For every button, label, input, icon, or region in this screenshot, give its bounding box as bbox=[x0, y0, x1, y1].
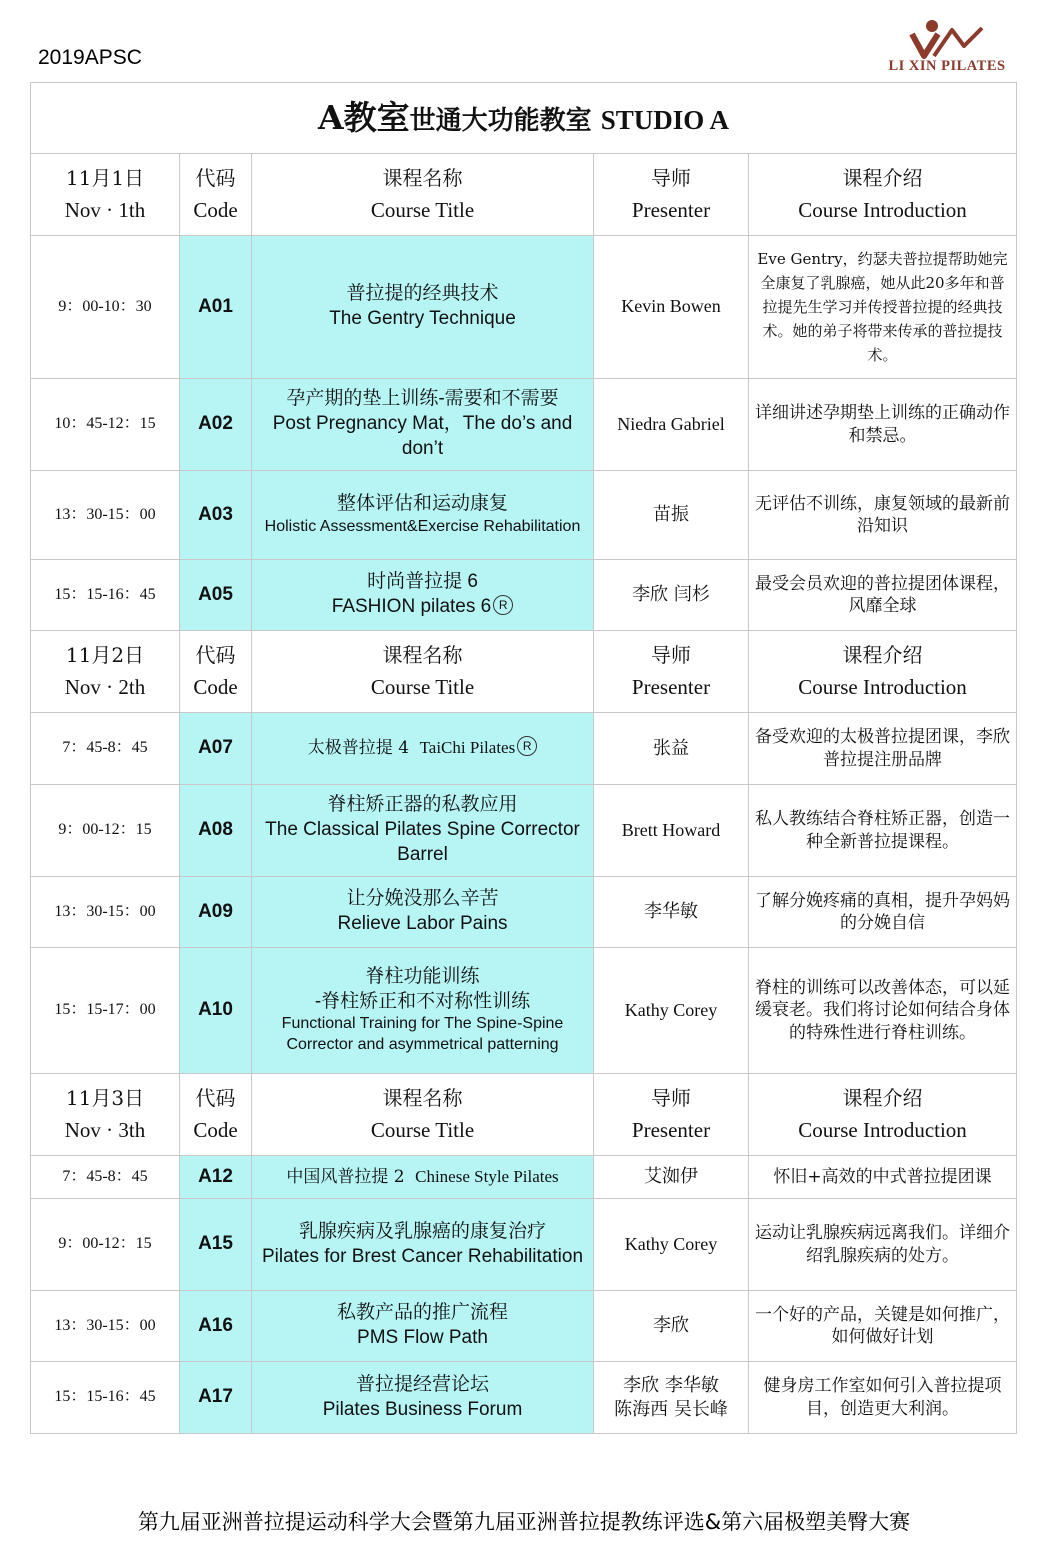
time-cell: 9：00-10：30 bbox=[31, 236, 180, 379]
presenter-cell: Brett Howard bbox=[594, 785, 749, 877]
presenter-header: 导师 Presenter bbox=[594, 1074, 749, 1156]
course-cell: 普拉提经营论坛 Pilates Business Forum bbox=[252, 1362, 594, 1434]
intro-header: 课程介绍 Course Introduction bbox=[749, 631, 1017, 713]
presenter-cell: 李欣 闫杉 bbox=[594, 560, 749, 631]
intro-cell: 一个好的产品，关键是如何推广，如何做好计划 bbox=[749, 1291, 1017, 1362]
intro-cell: 运动让乳腺疾病远离我们。详细介绍乳腺疾病的处方。 bbox=[749, 1199, 1017, 1291]
presenter-cell: Kathy Corey bbox=[594, 1199, 749, 1291]
intro-cell: 无评估不训练，康复领域的最新前沿知识 bbox=[749, 471, 1017, 560]
registered-mark-icon: R bbox=[493, 595, 513, 615]
course-cell: 脊柱矫正器的私教应用 The Classical Pilates Spine Corrector Barrel bbox=[252, 785, 594, 877]
time-cell: 7：45-8：45 bbox=[31, 713, 180, 785]
course-cell: 让分娩没那么辛苦 Relieve Labor Pains bbox=[252, 877, 594, 948]
course-cell: 乳腺疾病及乳腺癌的康复治疗 Pilates for Brest Cancer Rehabilitation bbox=[252, 1199, 594, 1291]
presenter-cell: Kathy Corey bbox=[594, 948, 749, 1074]
code-cell: A09 bbox=[180, 877, 252, 948]
time-cell: 9：00-12：15 bbox=[31, 1199, 180, 1291]
intro-cell: 最受会员欢迎的普拉提团体课程，风靡全球 bbox=[749, 560, 1017, 631]
presenter-cell: Niedra Gabriel bbox=[594, 379, 749, 471]
presenter-cell: 艾洳伊 bbox=[594, 1156, 749, 1199]
title-header: 课程名称 Course Title bbox=[252, 631, 594, 713]
code-cell: A03 bbox=[180, 471, 252, 560]
date-cell: 11月3日 Nov · 3th bbox=[31, 1074, 180, 1156]
intro-header: 课程介绍 Course Introduction bbox=[749, 154, 1017, 236]
schedule-table bbox=[30, 82, 1017, 1434]
presenter-cell: 李欣 bbox=[594, 1291, 749, 1362]
intro-cell: 脊柱的训练可以改善体态，可以延缓衰老。我们将讨论如何结合身体的特殊性进行脊柱训练。 bbox=[749, 948, 1017, 1074]
table-row bbox=[31, 948, 1017, 1074]
studio-code: STUDIO A bbox=[600, 104, 730, 135]
brand-logo bbox=[872, 16, 1022, 76]
studio-prefix: A教室 bbox=[318, 97, 410, 137]
date-cell: 11月2日 Nov · 2th bbox=[31, 631, 180, 713]
time-cell: 15：15-16：45 bbox=[31, 560, 180, 631]
day-header-row bbox=[31, 1074, 1017, 1156]
time-cell: 7：45-8：45 bbox=[31, 1156, 180, 1199]
code-cell: A17 bbox=[180, 1362, 252, 1434]
code-cell: A12 bbox=[180, 1156, 252, 1199]
code-header: 代码 Code bbox=[180, 1074, 252, 1156]
table-row bbox=[31, 1362, 1017, 1434]
presenter-cell: 张益 bbox=[594, 713, 749, 785]
intro-cell: 备受欢迎的太极普拉提团课，李欣普拉提注册品牌 bbox=[749, 713, 1017, 785]
code-cell: A07 bbox=[180, 713, 252, 785]
table-row bbox=[31, 236, 1017, 379]
course-cell: 太极普拉提 4 TaiChi Pilates R bbox=[252, 713, 594, 785]
studio-name: 世通大功能教室 bbox=[409, 105, 592, 136]
code-cell: A01 bbox=[180, 236, 252, 379]
code-header: 代码 Code bbox=[180, 631, 252, 713]
table-row bbox=[31, 379, 1017, 471]
presenter-header: 导师 Presenter bbox=[594, 154, 749, 236]
table-row bbox=[31, 1199, 1017, 1291]
course-cell: 普拉提的经典技术 The Gentry Technique bbox=[252, 236, 594, 379]
registered-mark-icon: R bbox=[517, 736, 537, 756]
logo-text: LI XIN PILATES bbox=[888, 58, 1006, 74]
presenter-cell: Kevin Bowen bbox=[594, 236, 749, 379]
presenter-cell: 苗振 bbox=[594, 471, 749, 560]
table-row bbox=[31, 1156, 1017, 1199]
presenter-header: 导师 Presenter bbox=[594, 631, 749, 713]
presenter-cell: 李华敏 bbox=[594, 877, 749, 948]
code-cell: A16 bbox=[180, 1291, 252, 1362]
time-cell: 13：30-15：00 bbox=[31, 1291, 180, 1362]
time-cell: 13：30-15：00 bbox=[31, 471, 180, 560]
table-row bbox=[31, 1291, 1017, 1362]
table-row bbox=[31, 713, 1017, 785]
course-cell: 孕产期的垫上训练-需要和不需要 Post Pregnancy Mat，The do’s and don’t bbox=[252, 379, 594, 471]
table-row bbox=[31, 471, 1017, 560]
table-row bbox=[31, 560, 1017, 631]
course-cell: 中国风普拉提 2 Chinese Style Pilates bbox=[252, 1156, 594, 1199]
code-cell: A08 bbox=[180, 785, 252, 877]
code-cell: A15 bbox=[180, 1199, 252, 1291]
course-cell: 脊柱功能训练 -脊柱矫正和不对称性训练 Functional Training for The Spine-Spine Corrector and asymmetrical patterning bbox=[252, 948, 594, 1074]
course-cell: 整体评估和运动康复 Holistic Assessment&Exercise Rehabilitation bbox=[252, 471, 594, 560]
table-row bbox=[31, 785, 1017, 877]
studio-title bbox=[31, 83, 1017, 154]
title-header: 课程名称 Course Title bbox=[252, 154, 594, 236]
intro-cell: 详细讲述孕期垫上训练的正确动作和禁忌。 bbox=[749, 379, 1017, 471]
time-cell: 15：15-16：45 bbox=[31, 1362, 180, 1434]
code-header: 代码 Code bbox=[180, 154, 252, 236]
presenter-cell: 李欣 李华敏 陈海西 吴长峰 bbox=[594, 1362, 749, 1434]
code-cell: A05 bbox=[180, 560, 252, 631]
code-cell: A02 bbox=[180, 379, 252, 471]
intro-cell: Eve Gentry，约瑟夫普拉提帮助她完全康复了乳腺癌，她从此20多年和普拉提先生学习并传授普拉提的经典技术。她的弟子将带来传承的普拉提技术。 bbox=[749, 236, 1017, 379]
intro-cell: 怀旧+高效的中式普拉提团课 bbox=[749, 1156, 1017, 1199]
event-label: 2019APSC bbox=[38, 46, 142, 69]
logo-mark-icon bbox=[872, 16, 1022, 62]
title-header: 课程名称 Course Title bbox=[252, 1074, 594, 1156]
course-cell: 私教产品的推广流程 PMS Flow Path bbox=[252, 1291, 594, 1362]
code-cell: A10 bbox=[180, 948, 252, 1074]
footer-text: 第九届亚洲普拉提运动科学大会暨第九届亚洲普拉提教练评选&第六届极塑美臀大赛 bbox=[137, 1510, 911, 1534]
day-header-row bbox=[31, 631, 1017, 713]
day-header-row bbox=[31, 154, 1017, 236]
intro-cell: 健身房工作室如何引入普拉提项目，创造更大利润。 bbox=[749, 1362, 1017, 1434]
intro-header: 课程介绍 Course Introduction bbox=[749, 1074, 1017, 1156]
table-row bbox=[31, 877, 1017, 948]
time-cell: 9：00-12：15 bbox=[31, 785, 180, 877]
time-cell: 13：30-15：00 bbox=[31, 877, 180, 948]
intro-cell: 了解分娩疼痛的真相，提升孕妈妈的分娩自信 bbox=[749, 877, 1017, 948]
course-cell: 时尚普拉提 6 FASHION pilates 6 R bbox=[252, 560, 594, 631]
date-cell: 11月1日 Nov · 1th bbox=[31, 154, 180, 236]
time-cell: 10：45-12：15 bbox=[31, 379, 180, 471]
intro-cell: 私人教练结合脊柱矫正器，创造一种全新普拉提课程。 bbox=[749, 785, 1017, 877]
time-cell: 15：15-17：00 bbox=[31, 948, 180, 1074]
